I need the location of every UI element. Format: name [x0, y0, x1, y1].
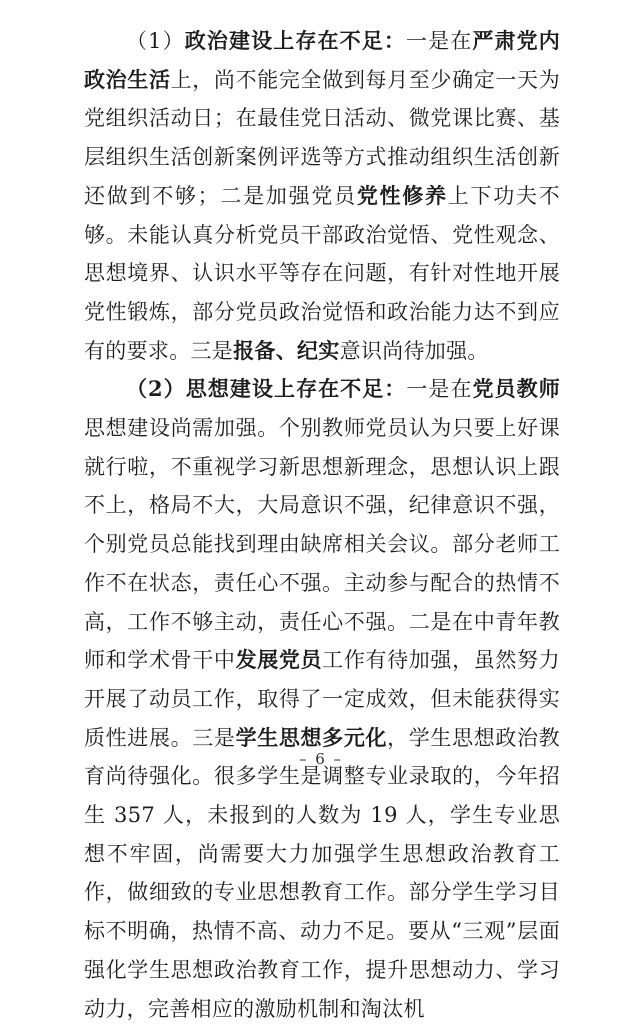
text-run: ，学生思想政治教育尚待强化。很多学生是调整专业录取的，今年招生 357 人，未报到的人数为 19 人，学生专业思想不牢固，尚需要大力加强学生思想政治教育工作，做细致的专业思想教育工作。部分学生学习目标不明确，热情不高、动力不足。要从“三观”层面强化学生思想政治教育工作，提升思想动力、学习动力，完善相应的激励机制和淘汰机	[84, 725, 560, 1021]
text-run: （1）	[126, 29, 185, 53]
bold-text-run: （2）思想建设上存在不足：	[126, 376, 407, 402]
text-run: 上下功夫不够。未能认真分析党员干部政治觉悟、党性观念、思想境界、认识水平等存在问题，有针对性地开展党性锻炼，部分党员政治觉悟和政治能力达不到应有的要求。三是	[84, 183, 560, 363]
text-run: 一是在	[405, 29, 473, 53]
bold-text-run: 党性修养	[356, 182, 448, 208]
text-run: 工作有待加强，虽然努力开展了动员工作，取得了一定成效，但未能获得实质性进展。三是	[84, 648, 560, 750]
paragraph-political-construction	[84, 22, 560, 370]
paragraph-ideological-construction	[84, 370, 560, 1028]
bold-text-run: 严肃党内政治生活	[84, 28, 561, 92]
bold-text-run: 党员教师	[472, 376, 561, 402]
page-number: – 6 –	[298, 750, 344, 768]
text-run: 一是在	[406, 377, 473, 402]
bold-text-run: 学生思想多元化	[235, 724, 388, 750]
text-run: 思想建设尚需加强。个别教师党员认为只要上好课就行啦，不重视学习新思想新理念，思想认识上跟不上，格局不大，大局意识不强，纪律意识不强，个别党员总能找到理由缺席相关会议。部分老师工作不在状态，责任心不强。主动参与配合的热情不高，工作不够主动，责任心不强。二是在中青年教师和学术骨干中	[84, 416, 560, 673]
bold-text-run: 报备、纪实	[233, 337, 340, 363]
bold-text-run: 政治建设上存在不足：	[184, 28, 406, 53]
text-run: 意识尚待加强。	[339, 338, 489, 363]
text-run: 上，尚不能完全做到每月至少确定一天为党组织活动日；在最佳党日活动、微党课比赛、基层组织生活创新案例评选等方式推动组织生活创新还做到不够；二是加强党员	[84, 67, 560, 208]
page-footer	[0, 748, 642, 770]
bold-text-run: 发展党员	[235, 647, 323, 673]
document-body	[84, 22, 560, 1028]
